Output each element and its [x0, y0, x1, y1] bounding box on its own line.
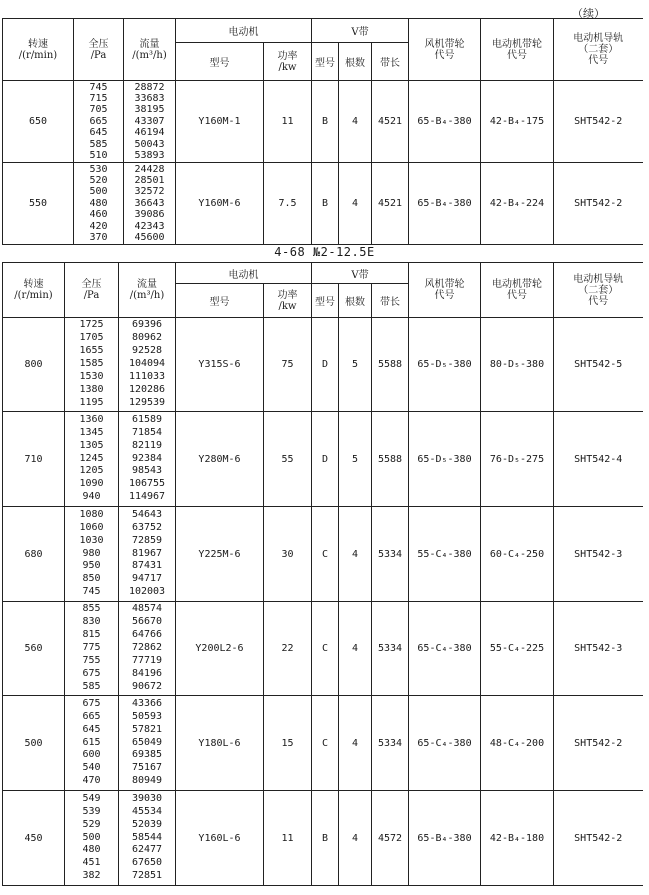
- motor-model-cell: Y315S-6: [176, 318, 264, 412]
- header-power: 功率 /kw: [264, 43, 312, 81]
- header-rail: 电动机导轨 （二套） 代号: [554, 263, 643, 318]
- motor-pulley-cell: 80-D₅-380: [481, 318, 554, 412]
- rail-cell: SHT542-5: [554, 318, 643, 412]
- belt-count-cell: 4: [339, 163, 372, 245]
- fan-pulley-cell: 55-C₄-380: [409, 507, 481, 602]
- belt-count-cell: 4: [339, 602, 372, 696]
- belt-count-cell: 5: [339, 412, 372, 507]
- fan-pulley-cell: 65-D₅-380: [409, 412, 481, 507]
- pressure-cell: 1080 1060 1030 980 950 850 745: [65, 507, 119, 602]
- flow-cell: 61589 71854 82119 92384 98543 106755 114967: [119, 412, 176, 507]
- header-vbelt: V带: [312, 263, 409, 284]
- header-pressure: 全压 /Pa: [74, 19, 124, 81]
- flow-cell: 43366 50593 57821 65049 69385 75167 80949: [119, 696, 176, 791]
- belt-count-cell: 4: [339, 81, 372, 163]
- header-fan-pulley: 风机带轮 代号: [409, 263, 481, 318]
- rail-cell: SHT542-2: [554, 791, 643, 886]
- motor-model-cell: Y225M-6: [176, 507, 264, 602]
- power-cell: 7.5: [264, 163, 312, 245]
- pressure-cell: 675 665 645 615 600 540 470: [65, 696, 119, 791]
- flow-cell: 54643 63752 72859 81967 87431 94717 102003: [119, 507, 176, 602]
- header-motor-model: 型号: [176, 43, 264, 81]
- table-row: [3, 696, 643, 791]
- motor-model-cell: Y180L-6: [176, 696, 264, 791]
- power-cell: 11: [264, 791, 312, 886]
- fan-table-2: [2, 262, 643, 886]
- header-belt-count: 根数: [339, 43, 372, 81]
- fan-pulley-cell: 65-C₄-380: [409, 602, 481, 696]
- belt-length-cell: 5334: [372, 507, 409, 602]
- fan-table-1: [2, 18, 643, 245]
- pressure-cell: 1725 1705 1655 1585 1530 1380 1195: [65, 318, 119, 412]
- header-pressure: 全压 /Pa: [65, 263, 119, 318]
- belt-model-cell: C: [312, 696, 339, 791]
- motor-model-cell: Y160M-1: [176, 81, 264, 163]
- header-speed: 转速 /(r/min): [3, 263, 65, 318]
- fan-pulley-cell: 65-C₄-380: [409, 696, 481, 791]
- motor-pulley-cell: 42-B₄-180: [481, 791, 554, 886]
- continued-label: （续）: [572, 7, 605, 20]
- belt-model-cell: B: [312, 791, 339, 886]
- rail-cell: SHT542-3: [554, 602, 643, 696]
- motor-model-cell: Y160L-6: [176, 791, 264, 886]
- flow-cell: 69396 80962 92528 104094 111033 120286 129539: [119, 318, 176, 412]
- belt-count-cell: 4: [339, 791, 372, 886]
- speed-cell: 560: [3, 602, 65, 696]
- power-cell: 30: [264, 507, 312, 602]
- rail-cell: SHT542-2: [554, 696, 643, 791]
- motor-model-cell: Y160M-6: [176, 163, 264, 245]
- header-vbelt: V带: [312, 19, 409, 43]
- speed-cell: 650: [3, 81, 74, 163]
- motor-model-cell: Y280M-6: [176, 412, 264, 507]
- belt-count-cell: 4: [339, 507, 372, 602]
- power-cell: 11: [264, 81, 312, 163]
- header-rail: 电动机导轨 （二套） 代号: [554, 19, 643, 81]
- power-cell: 22: [264, 602, 312, 696]
- belt-model-cell: B: [312, 163, 339, 245]
- fan-pulley-cell: 65-D₅-380: [409, 318, 481, 412]
- flow-cell: 39030 45534 52039 58544 62477 67650 72851: [119, 791, 176, 886]
- table-row: [3, 791, 643, 886]
- pressure-cell: 549 539 529 500 480 451 382: [65, 791, 119, 886]
- header-motor-pulley: 电动机带轮 代号: [481, 19, 554, 81]
- speed-cell: 550: [3, 163, 74, 245]
- belt-length-cell: 5588: [372, 412, 409, 507]
- belt-model-cell: C: [312, 602, 339, 696]
- belt-count-cell: 4: [339, 696, 372, 791]
- header-belt-model: 型号: [312, 43, 339, 81]
- pressure-cell: 745 715 705 665 645 585 510: [74, 81, 124, 163]
- header-motor: 电动机: [176, 263, 312, 284]
- belt-count-cell: 5: [339, 318, 372, 412]
- motor-model-cell: Y200L2-6: [176, 602, 264, 696]
- rail-cell: SHT542-2: [554, 163, 643, 245]
- motor-pulley-cell: 55-C₄-225: [481, 602, 554, 696]
- pressure-cell: 855 830 815 775 755 675 585: [65, 602, 119, 696]
- belt-model-cell: D: [312, 318, 339, 412]
- header-belt-length: 带长: [372, 284, 409, 318]
- belt-length-cell: 5588: [372, 318, 409, 412]
- flow-cell: 48574 56670 64766 72862 77719 84196 90672: [119, 602, 176, 696]
- belt-model-cell: D: [312, 412, 339, 507]
- speed-cell: 680: [3, 507, 65, 602]
- flow-cell: 28872 33683 38195 43307 46194 50043 53893: [124, 81, 176, 163]
- flow-cell: 24428 28501 32572 36643 39086 42343 45600: [124, 163, 176, 245]
- belt-length-cell: 4521: [372, 163, 409, 245]
- header-motor: 电动机: [176, 19, 312, 43]
- header-flow: 流量 /(m³/h): [124, 19, 176, 81]
- table-caption: 4-68 №2-12.5E: [274, 245, 375, 259]
- power-cell: 15: [264, 696, 312, 791]
- power-cell: 75: [264, 318, 312, 412]
- rail-cell: SHT542-2: [554, 81, 643, 163]
- speed-cell: 450: [3, 791, 65, 886]
- belt-length-cell: 4572: [372, 791, 409, 886]
- speed-cell: 500: [3, 696, 65, 791]
- belt-length-cell: 4521: [372, 81, 409, 163]
- motor-pulley-cell: 42-B₄-224: [481, 163, 554, 245]
- table-row: [3, 507, 643, 602]
- motor-pulley-cell: 42-B₄-175: [481, 81, 554, 163]
- rail-cell: SHT542-3: [554, 507, 643, 602]
- header-power: 功率 /kw: [264, 284, 312, 318]
- speed-cell: 800: [3, 318, 65, 412]
- table-row: [3, 318, 643, 412]
- belt-length-cell: 5334: [372, 602, 409, 696]
- motor-pulley-cell: 76-D₅-275: [481, 412, 554, 507]
- pressure-cell: 1360 1345 1305 1245 1205 1090 940: [65, 412, 119, 507]
- power-cell: 55: [264, 412, 312, 507]
- fan-pulley-cell: 65-B₄-380: [409, 791, 481, 886]
- speed-cell: 710: [3, 412, 65, 507]
- belt-length-cell: 5334: [372, 696, 409, 791]
- header-flow: 流量 /(m³/h): [119, 263, 176, 318]
- header-fan-pulley: 风机带轮 代号: [409, 19, 481, 81]
- belt-model-cell: B: [312, 81, 339, 163]
- table-row: [3, 81, 643, 163]
- table-row: [3, 412, 643, 507]
- fan-pulley-cell: 65-B₄-380: [409, 81, 481, 163]
- header-motor-model: 型号: [176, 284, 264, 318]
- header-belt-length: 带长: [372, 43, 409, 81]
- table-row: [3, 163, 643, 245]
- table-row: [3, 602, 643, 696]
- header-motor-pulley: 电动机带轮 代号: [481, 263, 554, 318]
- belt-model-cell: C: [312, 507, 339, 602]
- header-speed: 转速 /(r/min): [3, 19, 74, 81]
- rail-cell: SHT542-4: [554, 412, 643, 507]
- fan-pulley-cell: 65-B₄-380: [409, 163, 481, 245]
- pressure-cell: 530 520 500 480 460 420 370: [74, 163, 124, 245]
- motor-pulley-cell: 60-C₄-250: [481, 507, 554, 602]
- motor-pulley-cell: 48-C₄-200: [481, 696, 554, 791]
- header-belt-count: 根数: [339, 284, 372, 318]
- header-belt-model: 型号: [312, 284, 339, 318]
